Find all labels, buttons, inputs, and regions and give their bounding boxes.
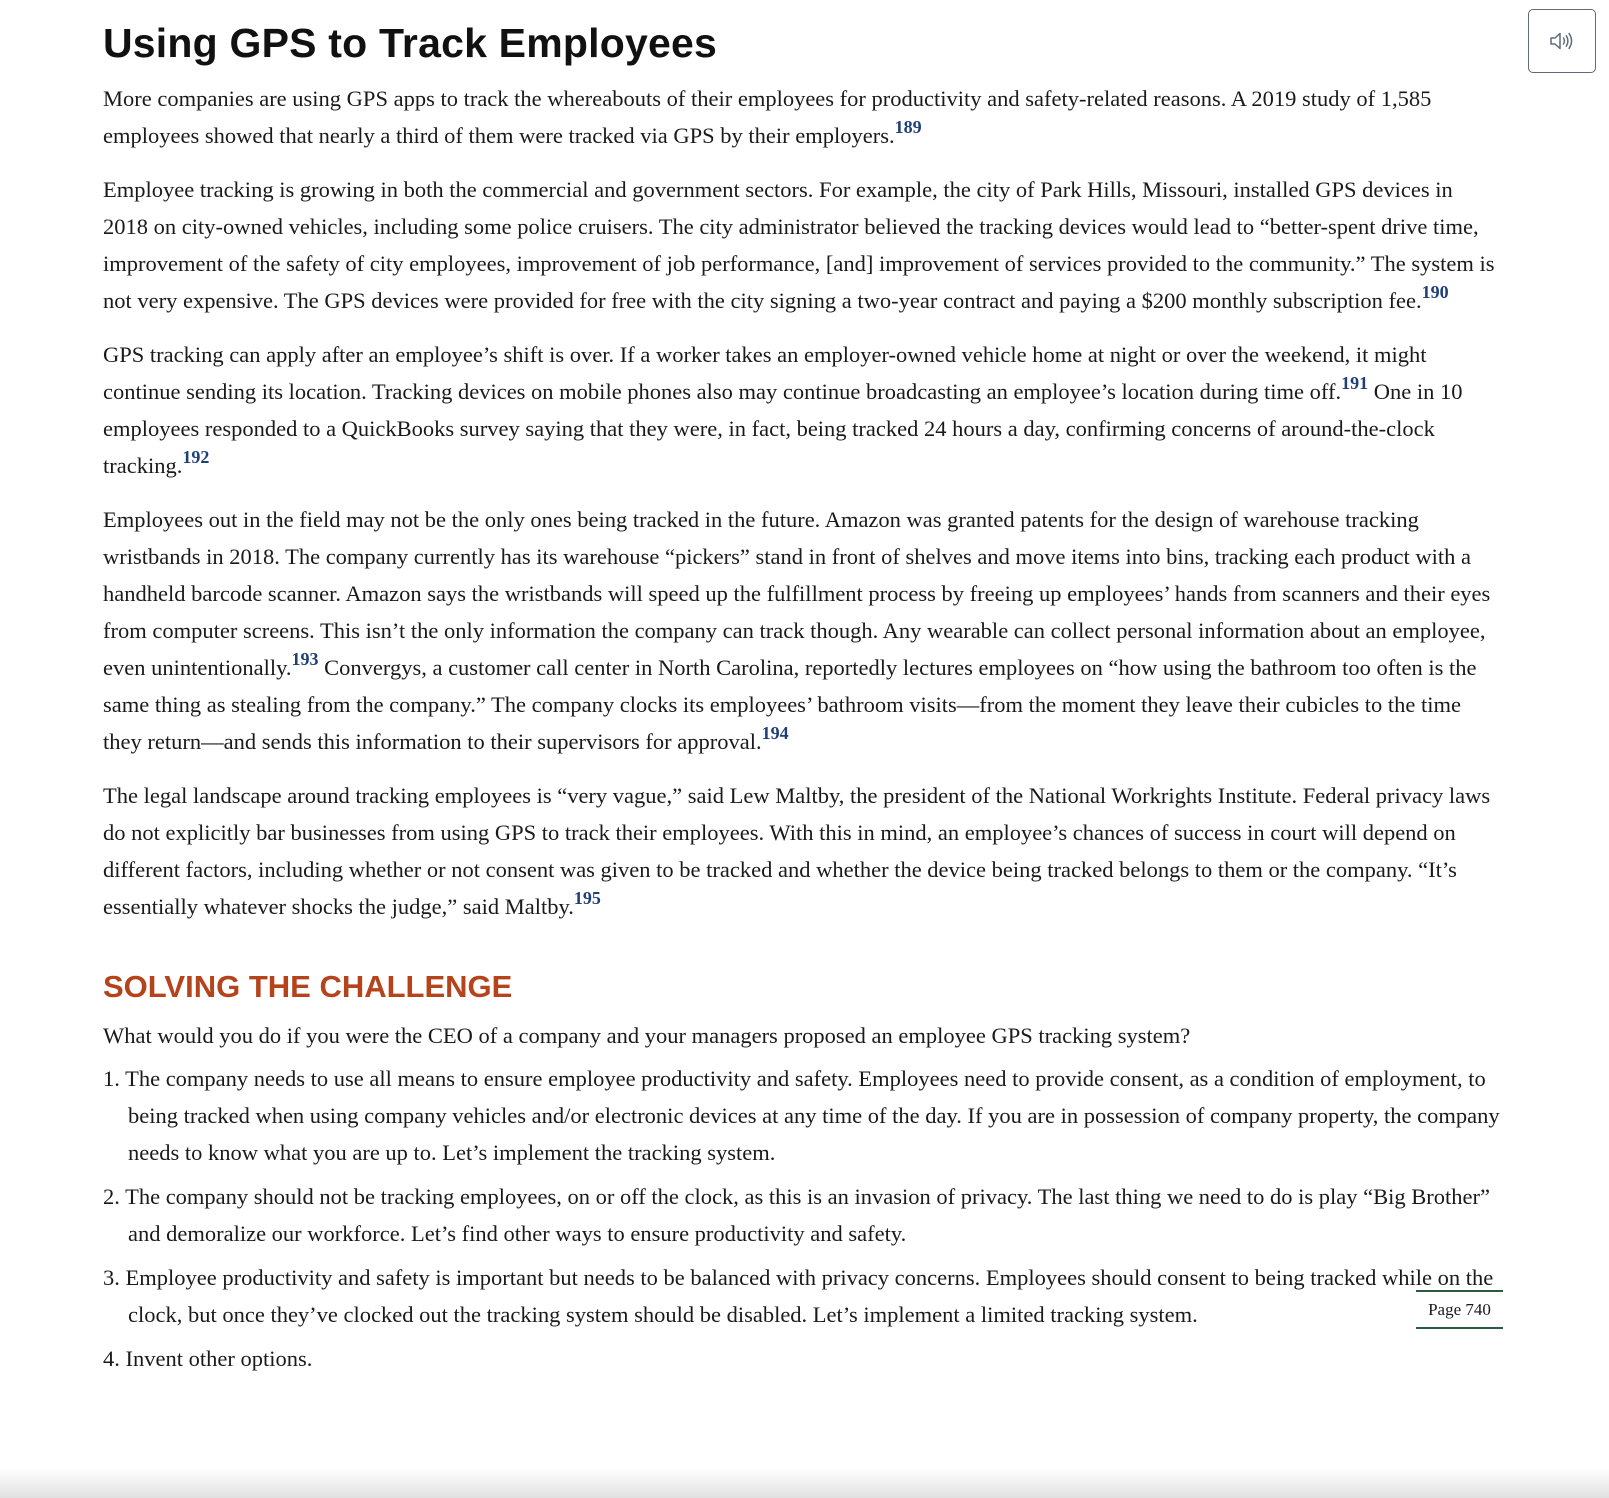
list-number: 2.	[103, 1184, 120, 1209]
footnote-ref[interactable]: 194	[761, 723, 789, 744]
list-item	[103, 1259, 1503, 1333]
footnote-ref[interactable]: 193	[291, 649, 319, 670]
list-item	[103, 1340, 1503, 1377]
list-text: Employee productivity and safety is important but needs to be balanced with privacy concerns. Employees should consent to being tracked while on the clock, but once they’ve clocked out the tracking system should be disabled. Let’s implement a limited tracking system.	[125, 1265, 1494, 1327]
page-marker	[1416, 1290, 1503, 1329]
paragraph-4	[103, 501, 1503, 760]
paragraph-1	[103, 80, 1503, 154]
options-list	[103, 1060, 1503, 1377]
paragraph-text: Employee tracking is growing in both the commercial and government sectors. For example, the city of Park Hills, Missouri, installed GPS devices in 2018 on city-owned vehicles, including some police cruisers. The city administrator believed the tracking devices would lead to “better-spent drive time, improvement of the safety of city employees, improvement of job performance, [and] improvement of services provided to the community.” The system is not very expensive. The GPS devices were provided for free with the city signing a two-year contract and paying a $200 monthly subscription fee.	[103, 177, 1495, 313]
paragraph-text: One in 10 employees responded to a QuickBooks survey saying that they were, in fact, being tracked 24 hours a day, confirming concerns of around-the-clock tracking.	[103, 379, 1463, 478]
paragraph-text: Convergys, a customer call center in North Carolina, reportedly lectures employees on “how using the bathroom too often is the same thing as stealing from the company.” The company clocks its employees’ bathroom visits—from the moment they leave their cubicles to the time they return—and sends this information to their supervisors for approval.	[103, 655, 1477, 754]
footnote-ref[interactable]: 189	[894, 117, 922, 138]
list-item	[103, 1060, 1503, 1171]
list-number: 1.	[103, 1066, 120, 1091]
read-aloud-button[interactable]	[1528, 9, 1596, 73]
list-number: 4.	[103, 1346, 120, 1371]
footnote-ref[interactable]: 195	[573, 888, 601, 909]
article-content	[103, 18, 1503, 1384]
footnote-ref[interactable]: 192	[182, 447, 210, 468]
paragraph-text: GPS tracking can apply after an employee’s shift is over. If a worker takes an employer-owned vehicle home at night or over the weekend, it might continue sending its location. Tracking devices on mobile phones also may continue broadcasting an employee’s location during time off.	[103, 342, 1427, 404]
page-number-label: Page 740	[1428, 1299, 1491, 1319]
page-title: Using GPS to Track Employees	[103, 20, 717, 66]
bottom-fade	[0, 1468, 1609, 1498]
footnote-ref[interactable]: 190	[1421, 282, 1449, 303]
list-item	[103, 1178, 1503, 1252]
paragraph-3	[103, 336, 1503, 484]
list-text: The company should not be tracking employees, on or off the clock, as this is an invasion of privacy. The last thing we need to do is play “Big Brother” and demoralize our workforce. Let’s find other ways to ensure productivity and safety.	[125, 1184, 1490, 1246]
paragraph-2	[103, 171, 1503, 319]
speaker-icon	[1549, 30, 1575, 52]
paragraph-text: The legal landscape around tracking employees is “very vague,” said Lew Maltby, the president of the National Workrights Institute. Federal privacy laws do not explicitly bar businesses from using GPS to track their employees. With this in mind, an employee’s chances of success in court will depend on different factors, including whether or not consent was given to be tracked and whether the device being tracked belongs to them or the company. “It’s essentially whatever shocks the judge,” said Maltby.	[103, 783, 1491, 919]
section-heading: SOLVING THE CHALLENGE	[103, 969, 513, 1004]
footnote-ref[interactable]: 191	[1341, 373, 1369, 394]
list-text: Invent other options.	[125, 1346, 313, 1371]
paragraph-5	[103, 777, 1503, 925]
list-text: The company needs to use all means to ensure employee productivity and safety. Employees need to provide consent, as a condition of employment, to being tracked when using company vehicles and/or electronic devices at any time of the day. If you are in possession of company property, the company needs to know what you are up to. Let’s implement the tracking system.	[125, 1066, 1500, 1165]
paragraph-text: More companies are using GPS apps to track the whereabouts of their employees for productivity and safety-related reasons. A 2019 study of 1,585 employees showed that nearly a third of them were tracked via GPS by their employers.	[103, 86, 1432, 148]
list-number: 3.	[103, 1265, 120, 1290]
paragraph-text: Employees out in the field may not be the only ones being tracked in the future. Amazon was granted patents for the design of warehouse tracking wristbands in 2018. The company currently has its warehouse “pickers” stand in front of shelves and move items into bins, tracking each product with a handheld barcode scanner. Amazon says the wristbands will speed up the fulfillment process by freeing up employees’ hands from scanners and their eyes from computer screens. This isn’t the only information the company can track though. Any wearable can collect personal information about an employee, even unintentionally.	[103, 507, 1491, 680]
challenge-question: What would you do if you were the CEO of a company and your managers proposed an employee GPS tracking system?	[103, 1023, 1191, 1048]
